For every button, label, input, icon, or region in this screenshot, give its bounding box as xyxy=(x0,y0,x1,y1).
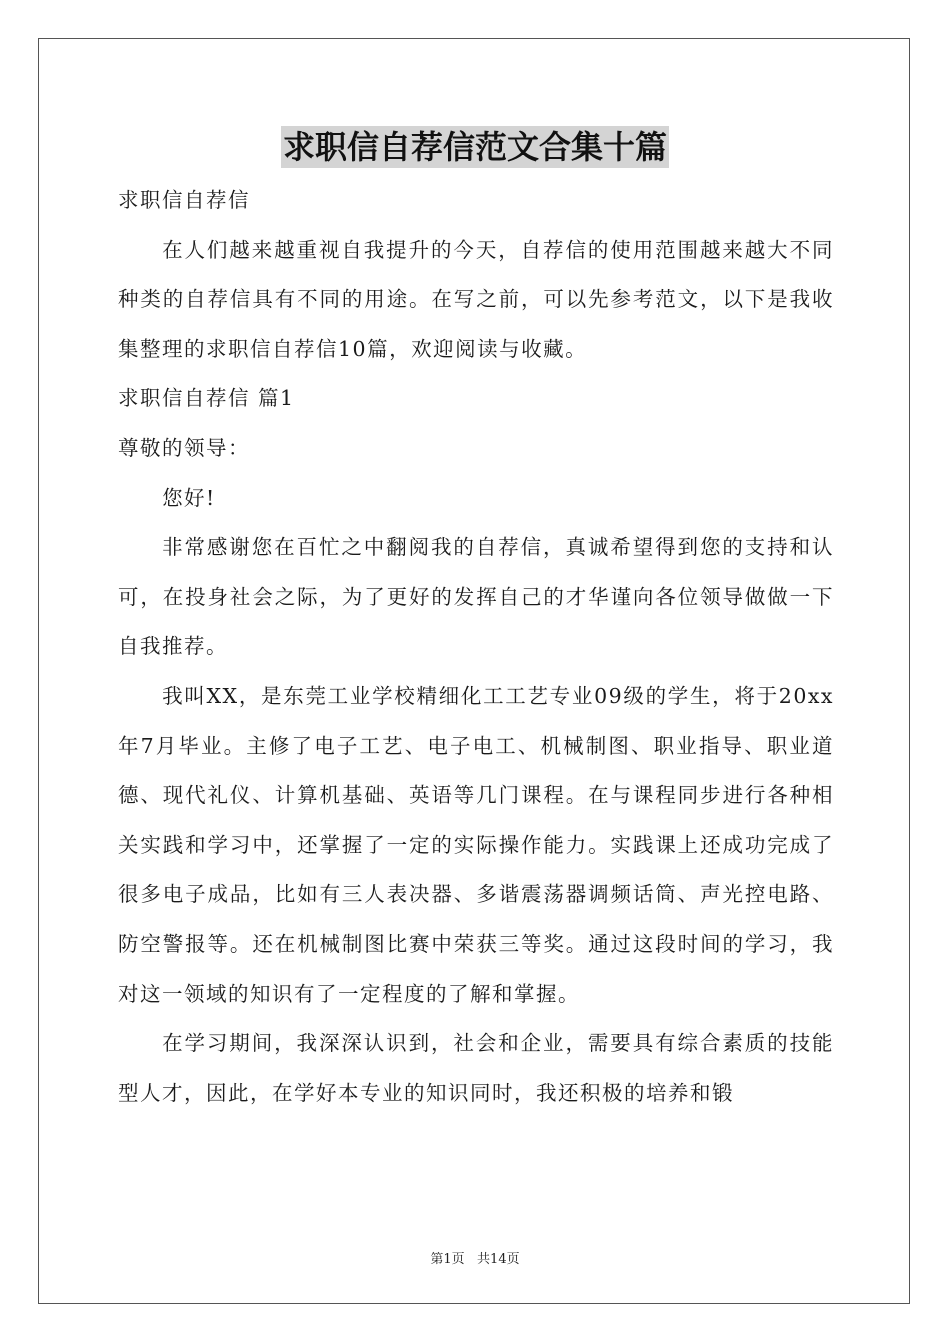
paragraph: 在人们越来越重视自我提升的今天，自荐信的使用范围越来越大不同种类的自荐信具有不同的用途。在写之前，可以先参考范文，以下是我收集整理的求职信自荐信10篇，欢迎阅读与收藏。 xyxy=(118,237,834,361)
document-body xyxy=(118,176,834,1118)
paragraph: 非常感谢您在百忙之中翻阅我的自荐信，真诚希望得到您的支持和认可，在投身社会之际，为了更好的发挥自己的才华谨向各位领导做做一下自我推荐。 xyxy=(118,535,834,659)
paragraph: 在学习期间，我深深认识到，社会和企业，需要具有综合素质的技能型人才，因此，在学好本专业的知识同时，我还积极的培养和锻 xyxy=(118,1031,834,1105)
title-container xyxy=(0,126,950,168)
paragraph: 求职信自荐信 篇1 xyxy=(118,386,295,411)
paragraph: 求职信自荐信 xyxy=(118,188,250,212)
paragraph: 我叫XX，是东莞工业学校精细化工工艺专业09级的学生，将于20xx年7月毕业。主修了电子工艺、电子电工、机械制图、职业指导、职业道德、现代礼仪、计算机基础、英语等几门课程。在与课程同步进行各种相关实践和学习中，还掌握了一定的实际操作能力。实践课上还成功完成了很多电子成品，比如有三人表决器、多谐震荡器调频话筒、声光控电路、防空警报等。还在机械制图比赛中荣获三等奖。通过这段时间的学习，我对这一领域的知识有了一定程度的了解和掌握。 xyxy=(118,683,834,1006)
paragraph: 您好! xyxy=(162,485,216,510)
paragraph: 尊敬的领导： xyxy=(118,435,250,460)
document-title: 求职信自荐信范文合集十篇 xyxy=(282,128,667,166)
page-footer xyxy=(0,1248,950,1267)
page-number: 第1页 共14页 xyxy=(430,1252,520,1267)
